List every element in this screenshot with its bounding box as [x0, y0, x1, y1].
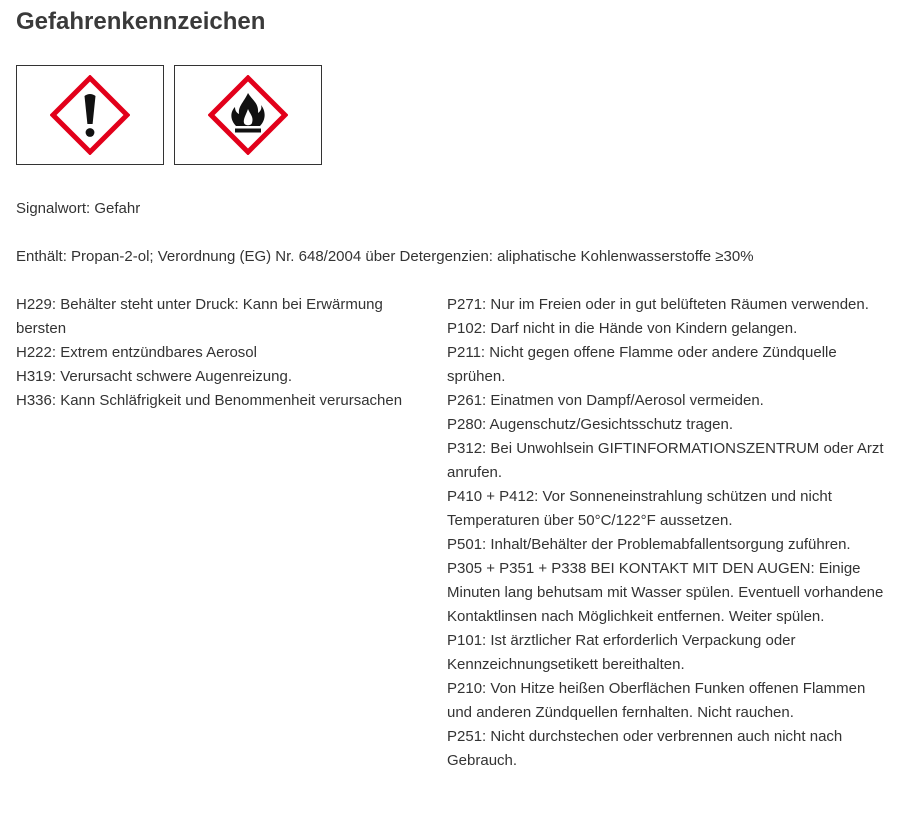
precautionary-statement: P305 + P351 + P338 BEI KONTAKT MIT DEN AUGEN: Einige Minuten lang behutsam mit Wasser spülen. Eventuell vorhandene Kontaktlinsen nach Möglichkeit entfernen. Weiter spülen. — [447, 560, 884, 625]
precautionary-statement: P410 + P412: Vor Sonneneinstrahlung schützen und nicht Temperaturen über 50°C/122°F aussetzen. — [447, 488, 832, 529]
precautionary-statement: P210: Von Hitze heißen Oberflächen Funken offenen Flammen und anderen Zündquellen fernhalten. Nicht rauchen. — [447, 680, 866, 721]
pictogram-row — [16, 65, 322, 165]
hazard-statement: H336: Kann Schläfrigkeit und Benommenheit verursachen — [16, 392, 403, 409]
precautionary-statement: P251: Nicht durchstechen oder verbrennen auch nicht nach Gebrauch. — [447, 728, 843, 769]
hazard-statements-list — [16, 293, 431, 413]
precautionary-statement: P101: Ist ärztlicher Rat erforderlich Verpackung oder Kennzeichnungsetikett bereithalten. — [447, 632, 796, 673]
signal-word: Signalwort: Gefahr — [16, 200, 141, 217]
pictogram-flame — [174, 65, 322, 165]
precautionary-statements-list — [447, 293, 887, 773]
precautionary-statement: P271: Nur im Freien oder in gut belüfteten Räumen verwenden. — [447, 296, 869, 313]
precautionary-statement: P280: Augenschutz/Gesichtsschutz tragen. — [447, 416, 734, 433]
section-title: Gefahrenkennzeichen — [16, 8, 266, 35]
precautionary-statement: P211: Nicht gegen offene Flamme oder andere Zündquelle sprühen. — [447, 344, 837, 385]
pictogram-exclamation — [16, 65, 164, 165]
contains-statement: Enthält: Propan-2-ol; Verordnung (EG) Nr. 648/2004 über Detergenzien: aliphatische Kohlenwasserstoffe ≥30% — [16, 248, 754, 265]
precautionary-statement: P261: Einatmen von Dampf/Aerosol vermeiden. — [447, 392, 764, 409]
ghs07-exclamation-mark-icon — [50, 75, 130, 155]
hazard-statement: H222: Extrem entzündbares Aerosol — [16, 344, 257, 361]
precautionary-statement: P102: Darf nicht in die Hände von Kindern gelangen. — [447, 320, 798, 337]
precautionary-statement: P312: Bei Unwohlsein GIFTINFORMATIONSZENTRUM oder Arzt anrufen. — [447, 440, 884, 481]
precautionary-statement: P501: Inhalt/Behälter der Problemabfallentsorgung zuführen. — [447, 536, 851, 553]
ghs02-flame-icon — [208, 75, 288, 155]
hazard-statement: H319: Verursacht schwere Augenreizung. — [16, 368, 292, 385]
hazard-statement: H229: Behälter steht unter Druck: Kann bei Erwärmung bersten — [16, 296, 383, 337]
